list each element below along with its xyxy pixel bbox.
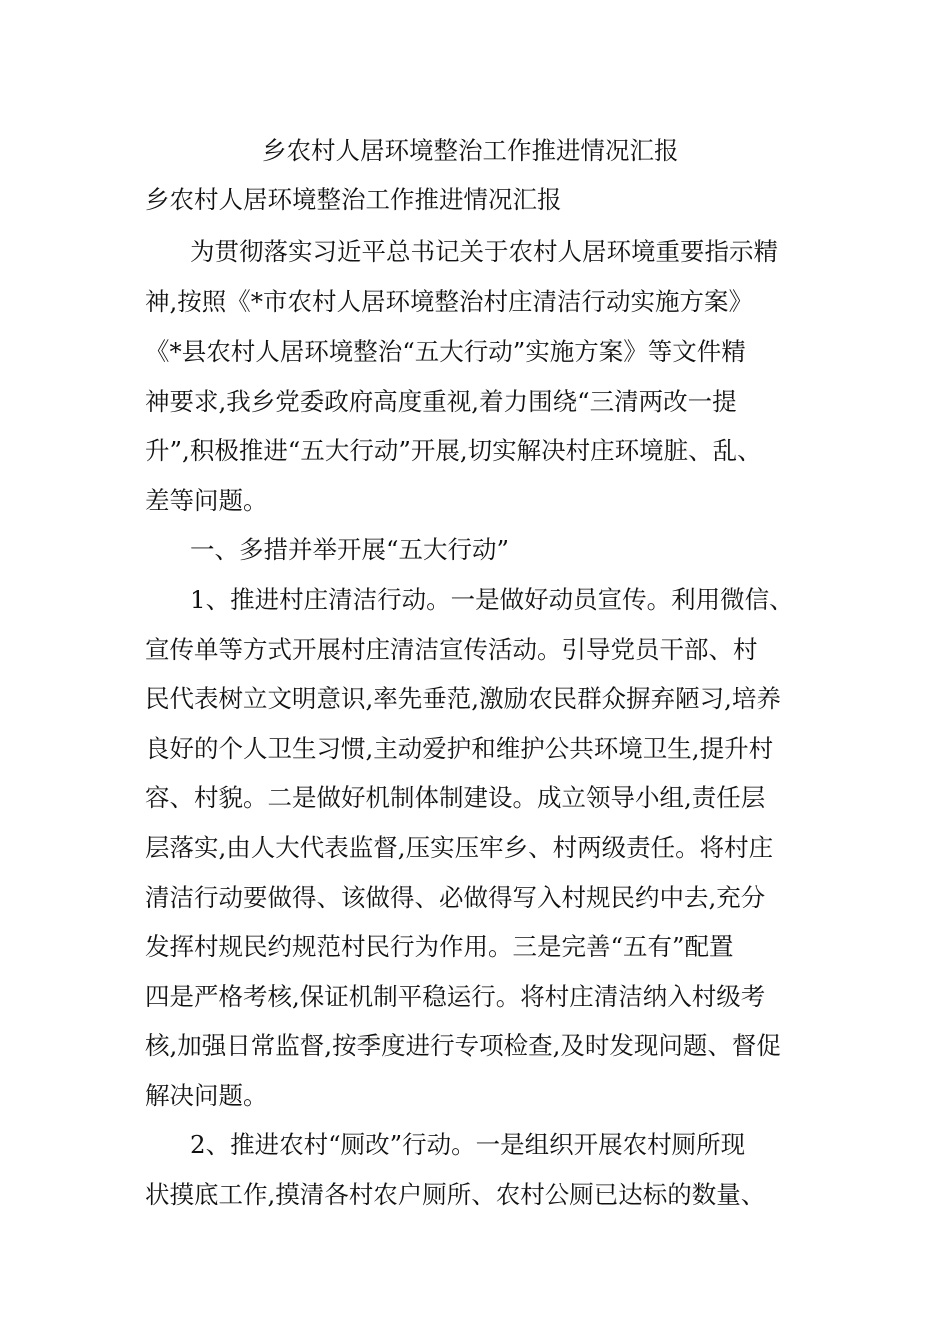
section-heading: 一、多措并举开展“五大行动” (190, 535, 510, 564)
paragraph-line: 宣传单等方式开展村庄清洁宣传活动。引导党员干部、村 (145, 635, 758, 664)
paragraph-line: 差等问题。 (145, 486, 268, 515)
paragraph-line: 神要求,我乡党委政府高度重视,着力围绕“三清两改一提 (145, 387, 737, 416)
paragraph-line: 1、推进村庄清洁行动。一是做好动员宣传。利用微信、 (190, 585, 794, 614)
paragraph-line: 层落实,由人大代表监督,压实压牢乡、村两级责任。将村庄 (145, 833, 774, 862)
paragraph-line: 为贯彻落实习近平总书记关于农村人居环境重要指示精 (190, 237, 778, 266)
document-title: 乡农村人居环境整治工作推进情况汇报 (145, 185, 562, 214)
document-title-centered: 乡农村人居环境整治工作推进情况汇报 (262, 136, 679, 165)
paragraph-line: 容、村貌。二是做好机制体制建设。成立领导小组,责任层 (145, 783, 766, 812)
paragraph-line: 良好的个人卫生习惯,主动爱护和维护公共环境卫生,提升村 (145, 734, 774, 763)
paragraph-line: 2、推进农村“厕改”行动。一是组织开展农村厕所现 (190, 1130, 746, 1159)
paragraph-line: 清洁行动要做得、该做得、必做得写入村规民约中去,充分 (145, 883, 766, 912)
paragraph-line: 民代表树立文明意识,率先垂范,激励农民群众摒弃陋习,培养 (145, 684, 781, 713)
paragraph-line: 状摸底工作,摸清各村农户厕所、农村公厕已达标的数量、 (145, 1180, 766, 1209)
paragraph-line: 《*县农村人居环境整治“五大行动”实施方案》等文件精 (145, 337, 746, 366)
paragraph-line: 解决问题。 (145, 1081, 268, 1110)
paragraph-line: 核,加强日常监督,按季度进行专项检查,及时发现问题、督促 (145, 1031, 781, 1060)
paragraph-line: 发挥村规民约规范村民行为作用。三是完善“五有”配置 (145, 932, 734, 961)
paragraph-line: 四是严格考核,保证机制平稳运行。将村庄清洁纳入村级考 (145, 982, 766, 1011)
paragraph-line: 神,按照《*市农村人居环境整治村庄清洁行动实施方案》 (145, 287, 754, 316)
paragraph-line: 升”,积极推进“五大行动”开展,切实解决村庄环境脏、乱、 (145, 436, 762, 465)
